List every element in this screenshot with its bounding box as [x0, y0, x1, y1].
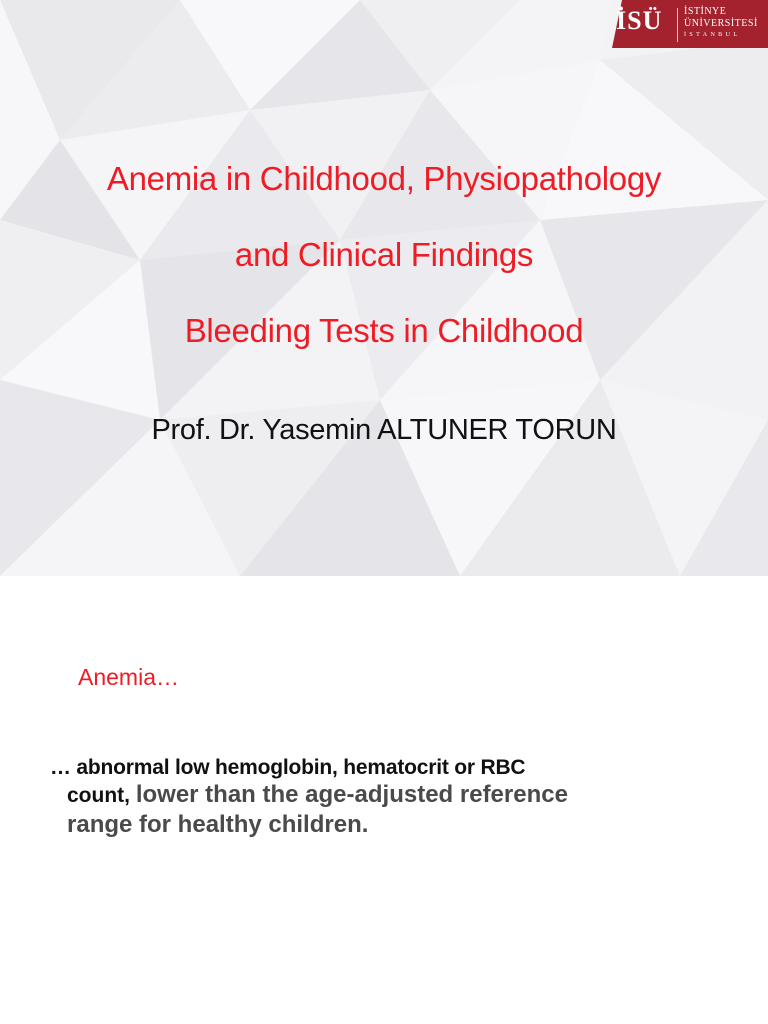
definition-line-3: range for healthy children. — [67, 811, 369, 838]
title-line-2: and Clinical Findings — [234, 236, 534, 273]
content-slide — [0, 576, 768, 1024]
definition-count-word: count, — [67, 784, 136, 807]
title-line-1: Anemia in Childhood, Physiopathology — [106, 160, 662, 197]
definition-paragraph — [50, 756, 750, 839]
logo-text-line1: İSTİNYE — [684, 6, 727, 17]
logo-divider — [677, 8, 678, 42]
slide-heading: Anemia… — [78, 664, 179, 690]
logo-mark: İSÜ — [616, 6, 663, 35]
definition-line-2 — [67, 781, 750, 809]
logo-text-line3: İSTANBUL — [684, 32, 741, 38]
title-line-3: Bleeding Tests in Childhood — [184, 312, 584, 349]
logo-text-line2: ÜNİVERSİTESİ — [684, 18, 758, 29]
definition-reference-text: lower than the age-adjusted reference — [135, 781, 568, 808]
author-name: Prof. Dr. Yasemin ALTUNER TORUN — [151, 414, 617, 446]
definition-line-1: … abnormal low hemoglobin, hematocrit or RBC — [50, 756, 526, 779]
